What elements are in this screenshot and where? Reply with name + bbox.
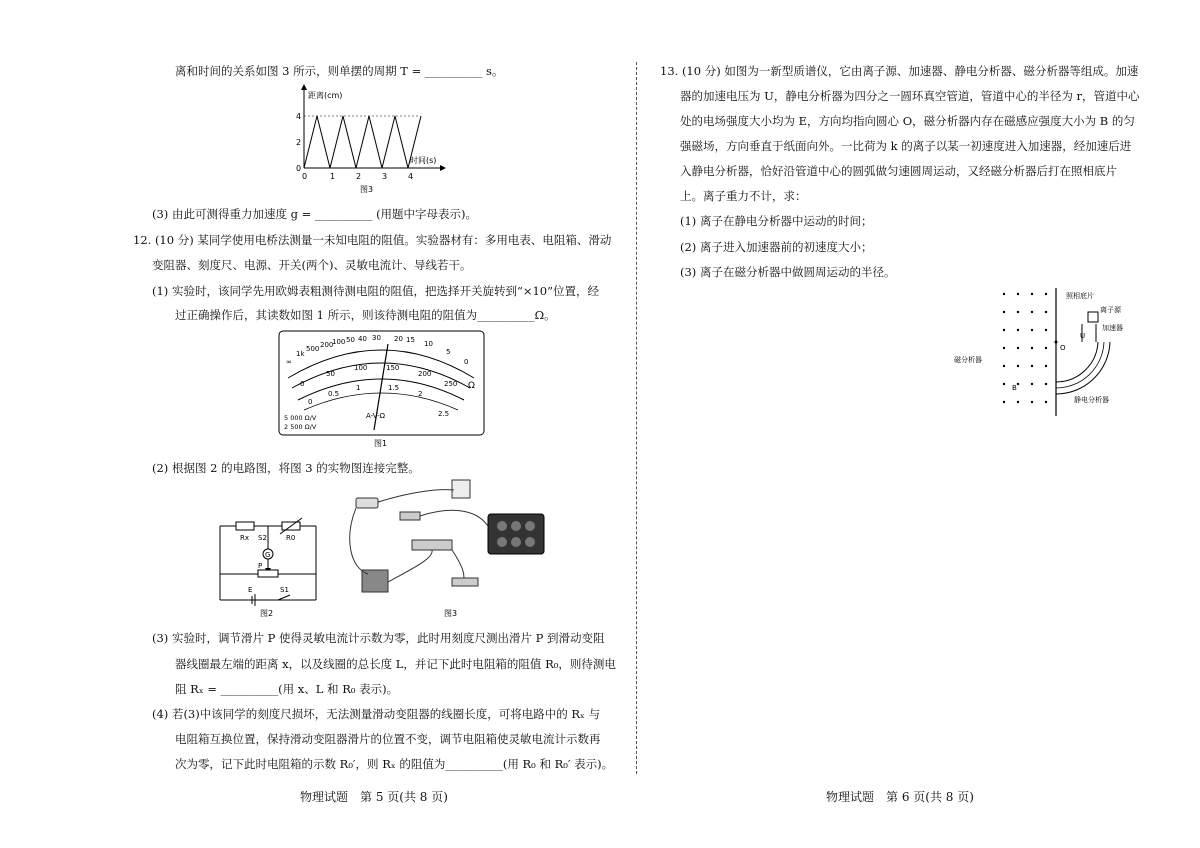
q12-part2: (2) 根据图 2 的电路图，将图 3 的实物图连接完整。 [152,461,420,475]
graph-caption: 图3 [360,185,374,194]
distance-time-graph [290,84,450,196]
x-tick-4: 4 [408,172,414,181]
q13-line2: 器的加速电压为 U，静电分析器为四分之一圆环真空管道，管道中心的半径为 r，管道中心 [680,89,1140,103]
q12-line2: 变阻器、刻度尺、电源、开关(两个)、灵敏电流计、导线若干。 [152,258,472,272]
circuit-caption: 图2 [260,609,274,618]
mid-scale-4: 200 [418,370,432,378]
omega-top-1: 1k [296,350,305,358]
label-p: P [258,562,263,570]
graph-xlabel: 时间(s) [410,156,437,165]
multimeter-dial [278,330,486,450]
circuit-diagram [212,512,324,620]
omega-top-9: 15 [406,336,415,344]
omega-top-10: 10 [424,340,433,348]
omega-top-6: 40 [358,335,367,343]
omega-top-12: 0 [464,358,469,366]
low-scale-4: 2 [418,390,423,398]
q13-line1: 13. (10 分) 如图为一新型质谱仪，它由离子源、加速器、静电分析器、磁分析器等组成。加速 [660,64,1139,78]
label-es-analyzer: 静电分析器 [1074,396,1109,404]
low-scale-1: 0.5 [328,390,340,398]
y-tick-2: 2 [296,138,302,147]
omega-top-7: 30 [372,334,381,342]
q13-part2: (2) 离子进入加速器前的初速度大小； [680,240,873,254]
q12-part3c: 阻 Rₓ = __________(用 x、L 和 R₀ 表示)。 [175,682,399,696]
x-tick-2: 2 [356,172,362,181]
x-tick-3: 3 [382,172,388,181]
low-scale-2: 1 [356,384,361,392]
q12-part1a: (1) 实验时，该同学先用欧姆表粗测待测电阻的阻值，把选择开关旋转到“×10”位置，经 [152,284,599,298]
mid-scale-5: 250 [444,380,458,388]
meter-caption: 图1 [374,439,388,448]
omega-top-0: ∞ [286,358,292,366]
q11-part3: (3) 由此可测得重力加速度 g = __________ (用题中字母表示)。 [152,207,478,221]
low-scale-5: 2.5 [438,410,450,418]
mid-scale-0: 0 [300,380,305,388]
footer-left: 物理试题 第 5 页(共 8 页) [300,790,448,804]
q13-line6: 上。离子重力不计，求： [680,189,807,203]
label-e: E [248,586,253,594]
label-o: O [1060,344,1066,352]
q12-part4b: 电阻箱互换位置，保持滑动变阻器滑片的位置不变，调节电阻箱使灵敏电流计示数再 [175,732,601,746]
y-tick-4: 4 [296,112,302,121]
q13-part1: (1) 离子在静电分析器中运动的时间； [680,214,873,228]
y-tick-0: 0 [296,164,302,173]
label-rx: Rx [240,534,250,542]
omega-top-11: 5 [446,348,451,356]
omega-top-3: 200 [320,341,334,349]
meter-spec-2: 2 500 Ω/V [284,423,317,431]
graph-ylabel: 距离(cm) [308,91,343,100]
x-tick-1: 1 [330,172,336,181]
q13-line3: 处的电场强度大小均为 E，方向均指向圆心 O，磁分析器内存在磁感应强度大小为 B 的匀 [680,114,1135,128]
mass-spectrometer-diagram [952,286,1130,418]
q12-part3b: 器线圈最左端的距离 x，以及线圈的总长度 L，并记下此时电阻箱的阻值 R₀，则待测电 [175,657,616,671]
q12-part4a: (4) 若(3)中该同学的刻度尺损坏，无法测量滑动变阻器的线圈长度，可将电路中的 Rₓ 与 [152,707,601,721]
low-scale-3: 1.5 [388,384,400,392]
label-g: G [265,551,271,559]
photo-caption: 图3 [444,609,458,618]
omega-top-2: 500 [306,345,320,353]
q13-line5: 入静电分析器，恰好沿管道中心的圆弧做匀速圆周运动，又经磁分析器后打在照相底片 [680,164,1117,178]
mid-scale-1: 50 [326,370,335,378]
x-tick-0: 0 [302,172,308,181]
label-u: U [1080,332,1086,340]
mid-scale-3: 150 [386,364,400,372]
footer-right: 物理试题 第 6 页(共 8 页) [826,790,974,804]
meter-center-label: A-V-Ω [366,412,386,420]
q12-part1b: 过正确操作后，其读数如图 1 所示，则该待测电阻的阻值为__________Ω。 [175,308,556,322]
meter-spec-1: 5 000 Ω/V [284,414,317,422]
label-magnetic-analyzer: 磁分析器 [954,356,982,364]
omega-top-8: 20 [394,335,403,343]
q12-part3a: (3) 实验时，调节滑片 P 使得灵敏电流计示数为零，此时用刻度尺测出滑片 P 到滑动变阻 [152,631,605,645]
q12-part4c: 次为零，记下此时电阻箱的示数 R₀′，则 Rₓ 的阻值为__________(用 R₀ 和 R₀′ 表示)。 [175,757,614,771]
label-s1: S1 [280,586,289,594]
omega-top-4: 100 [332,338,346,346]
q11-intro: 离和时间的关系如图 3 所示，则单摆的周期 T = __________ s。 [175,64,504,78]
label-accelerator: 加速器 [1102,324,1123,332]
magnetic-field-dots [1003,293,1047,403]
q13-line4: 强磁场，方向垂直于纸面向外。一比荷为 k 的离子以某一初速度进入加速器，经加速后进 [680,139,1132,153]
label-r0: R0 [286,534,296,542]
page-divider [636,62,637,774]
label-source: 离子源 [1100,306,1121,314]
q12-line1: 12. (10 分) 某同学使用电桥法测量一未知电阻的阻值。实验器材有：多用电表、电阻箱、滑动 [133,233,612,247]
omega-symbol: Ω [468,381,475,391]
omega-top-5: 50 [346,336,355,344]
equipment-photo [344,478,554,620]
q13-part3: (3) 离子在磁分析器中做圆周运动的半径。 [680,265,896,279]
label-b: B [1012,384,1017,392]
mid-scale-2: 100 [354,364,368,372]
low-scale-0: 0 [308,398,313,406]
label-film: 照相底片 [1066,292,1094,300]
label-s2: S2 [258,534,267,542]
